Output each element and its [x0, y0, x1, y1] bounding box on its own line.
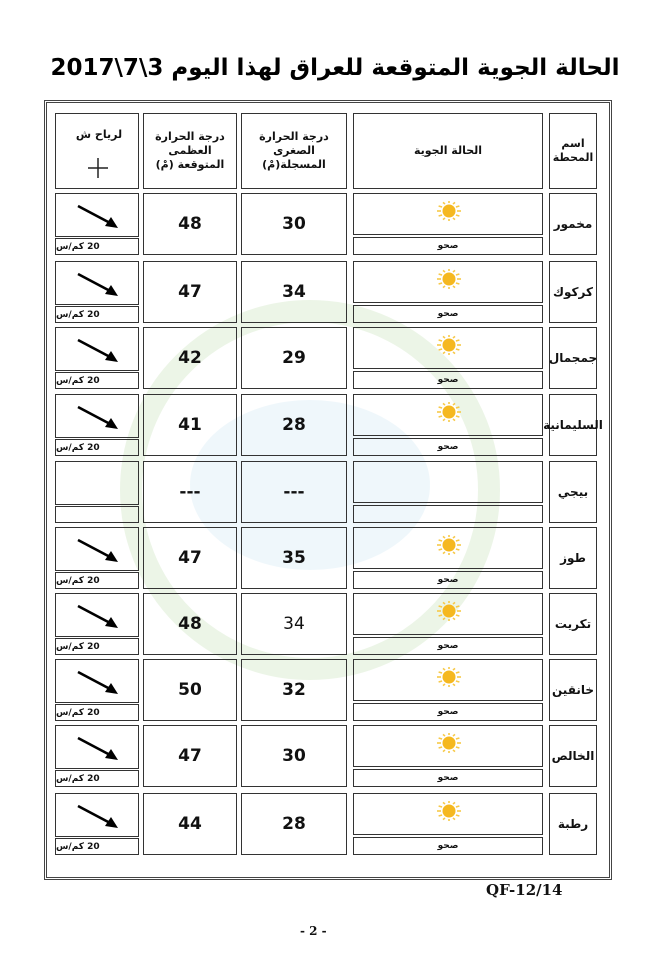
min-temp-value: 30 — [241, 725, 347, 787]
min-temp-value: 28 — [241, 793, 347, 855]
sun-icon — [432, 534, 466, 556]
condition-label: صحو — [353, 438, 543, 456]
wind-direction-cell — [55, 461, 139, 505]
form-code: QF-12/14 — [486, 881, 563, 899]
condition-label: صحو — [353, 769, 543, 787]
condition-icon-cell — [353, 593, 543, 635]
header-station: اسم المحطة — [549, 113, 597, 189]
condition-icon-cell — [353, 327, 543, 369]
min-temp-value: 30 — [241, 193, 347, 255]
wind-speed-label: 20 كم/س — [55, 439, 139, 456]
arrow-southeast-icon — [72, 202, 122, 234]
sun-icon — [432, 666, 466, 688]
max-temp-value: 41 — [143, 394, 237, 456]
max-temp-value: --- — [143, 461, 237, 523]
sun-icon — [432, 334, 466, 356]
condition-label: صحو — [353, 571, 543, 589]
wind-direction-cell — [55, 261, 139, 305]
condition-icon-cell — [353, 793, 543, 835]
max-temp-value: 50 — [143, 659, 237, 721]
sun-icon — [432, 200, 466, 222]
condition-label: صحو — [353, 637, 543, 655]
report-title: الحالة الجوية المتوقعة للعراق لهذا اليوم 3\7\2017 — [50, 55, 620, 81]
arrow-southeast-icon — [72, 668, 122, 700]
wind-direction-cell — [55, 725, 139, 769]
wind-speed-label: 20 كم/س — [55, 838, 139, 855]
min-temp-value: 34 — [241, 593, 347, 655]
condition-icon-cell — [353, 261, 543, 303]
station-name: كركوك — [549, 261, 597, 323]
station-name: خانقين — [549, 659, 597, 721]
wind-speed-label: 20 كم/س — [55, 770, 139, 787]
condition-icon-cell — [353, 527, 543, 569]
sun-icon — [432, 600, 466, 622]
min-temp-value: 28 — [241, 394, 347, 456]
max-temp-value: 48 — [143, 193, 237, 255]
condition-icon-cell — [353, 193, 543, 235]
condition-icon-cell — [353, 394, 543, 436]
wind-speed-label: 20 كم/س — [55, 306, 139, 323]
wind-speed-label: 20 كم/س — [55, 704, 139, 721]
min-temp-value: 34 — [241, 261, 347, 323]
station-name: مخمور — [549, 193, 597, 255]
arrow-southeast-icon — [72, 536, 122, 568]
sun-icon — [432, 732, 466, 754]
page-number: - 2 - — [300, 924, 327, 938]
wind-speed-label — [55, 506, 139, 523]
condition-label: صحو — [353, 305, 543, 323]
wind-direction-cell — [55, 659, 139, 703]
wind-direction-cell — [55, 327, 139, 371]
max-temp-value: 47 — [143, 527, 237, 589]
header-wind-label: لرياح ش — [75, 128, 123, 141]
station-name: جمجمال — [549, 327, 597, 389]
condition-label: صحو — [353, 703, 543, 721]
sun-icon — [432, 268, 466, 290]
station-name: بيجي — [549, 461, 597, 523]
wind-direction-cell — [55, 193, 139, 237]
wind-speed-label: 20 كم/س — [55, 572, 139, 589]
header-min-temp: درجة الحرارة الصغرى المسجلة(مْ) — [241, 113, 347, 189]
arrow-southeast-icon — [72, 336, 122, 368]
arrow-southeast-icon — [72, 602, 122, 634]
max-temp-value: 48 — [143, 593, 237, 655]
max-temp-value: 47 — [143, 725, 237, 787]
station-name: طوز — [549, 527, 597, 589]
condition-label: صحو — [353, 371, 543, 389]
min-temp-value: 35 — [241, 527, 347, 589]
header-wind — [55, 113, 139, 189]
wind-speed-label: 20 كم/س — [55, 638, 139, 655]
wind-speed-label: 20 كم/س — [55, 372, 139, 389]
min-temp-value: --- — [241, 461, 347, 523]
wind-direction-cell — [55, 394, 139, 438]
max-temp-value: 47 — [143, 261, 237, 323]
condition-label: صحو — [353, 237, 543, 255]
station-name: السليمانية — [549, 394, 597, 456]
wind-direction-cell — [55, 793, 139, 837]
condition-icon-cell — [353, 461, 543, 503]
station-name: تكريت — [549, 593, 597, 655]
min-temp-value: 32 — [241, 659, 347, 721]
condition-icon-cell — [353, 725, 543, 767]
station-name: الخالص — [549, 725, 597, 787]
arrow-southeast-icon — [72, 403, 122, 435]
sun-icon — [432, 800, 466, 822]
wind-speed-label: 20 كم/س — [55, 238, 139, 255]
arrow-southeast-icon — [72, 802, 122, 834]
station-name: رطبة — [549, 793, 597, 855]
max-temp-value: 42 — [143, 327, 237, 389]
arrow-southeast-icon — [72, 734, 122, 766]
arrow-southeast-icon — [72, 270, 122, 302]
min-temp-value: 29 — [241, 327, 347, 389]
sun-icon — [432, 401, 466, 423]
plus-icon — [86, 156, 110, 180]
condition-label — [353, 505, 543, 523]
condition-icon-cell — [353, 659, 543, 701]
wind-direction-cell — [55, 593, 139, 637]
wind-direction-cell — [55, 527, 139, 571]
header-max-temp: درجة الحرارة العظمى المتوقعة (مْ) — [143, 113, 237, 189]
max-temp-value: 44 — [143, 793, 237, 855]
header-condition: الحالة الجوية — [353, 113, 543, 189]
condition-label: صحو — [353, 837, 543, 855]
